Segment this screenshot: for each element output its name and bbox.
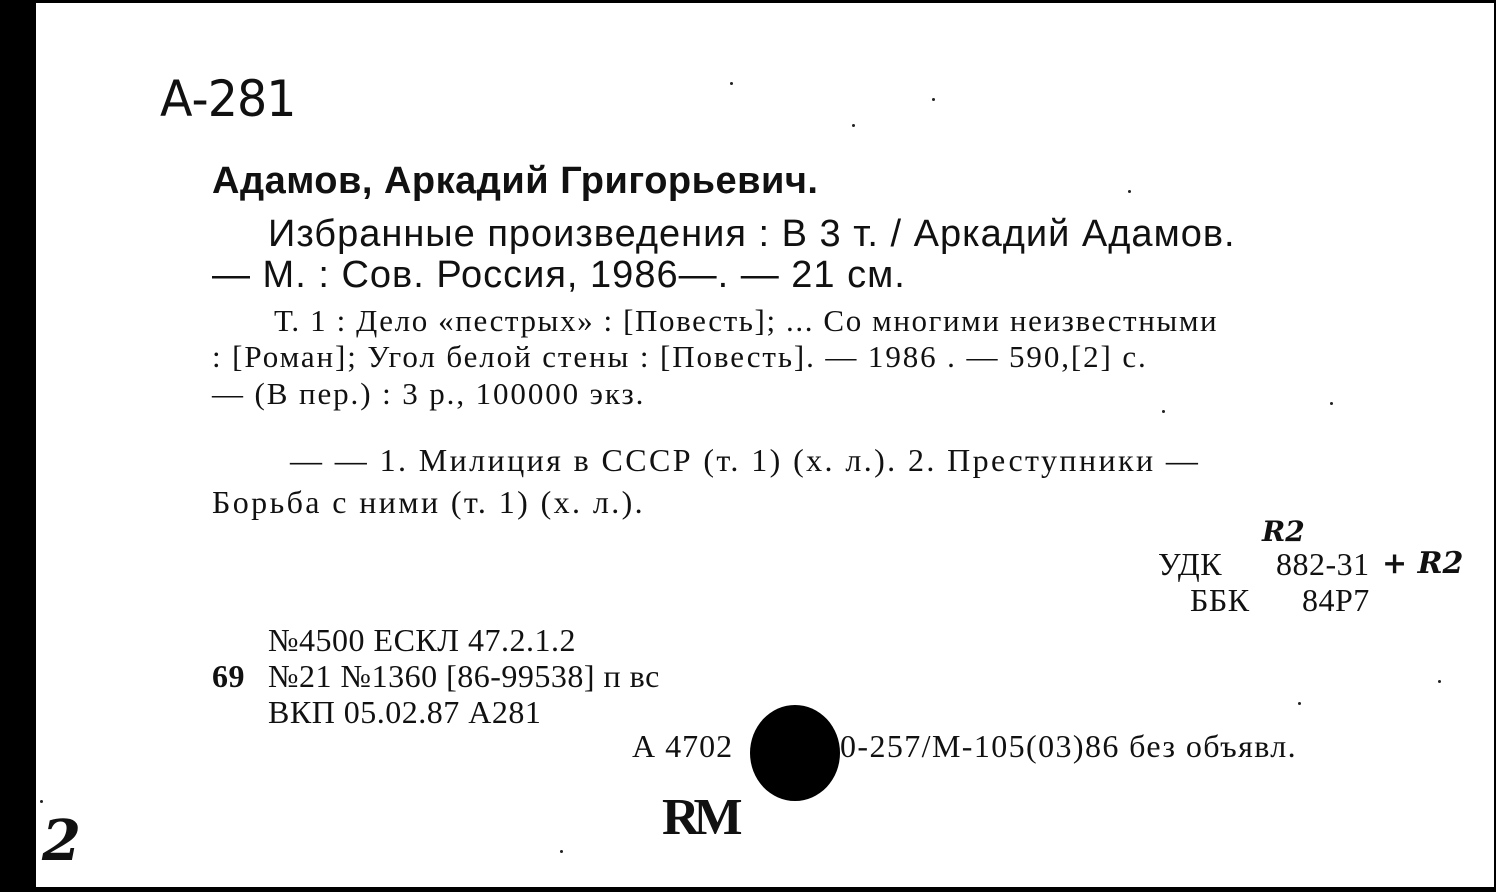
contents-line-3: — (В пер.) : 3 р., 100000 экз. <box>212 376 646 411</box>
subjects-line-1: — — 1. Милиция в СССР (т. 1) (х. л.). 2. Преступники — <box>290 442 1201 478</box>
isbn-part-b: 0-257/М-105(03)86 без объявл. <box>840 728 1298 764</box>
handwritten-note-udk-after: + R2 <box>1382 546 1464 581</box>
speck <box>1298 702 1301 705</box>
handwritten-numeral: 2 <box>42 808 81 874</box>
call-number: А-281 <box>160 70 296 128</box>
speck <box>40 800 43 803</box>
udk-value: 882-31 <box>1276 546 1370 582</box>
speck <box>932 98 935 101</box>
contents-line-2: : [Роман]; Угол белой стены : [Повесть]. — 1986 . — 590,[2] с. <box>212 339 1148 374</box>
speck <box>1330 402 1333 405</box>
registry-code-2: №21 №1360 [86-99538] п вс <box>268 658 660 694</box>
speck <box>852 124 855 127</box>
handwritten-note-udk: R2 <box>1262 515 1305 548</box>
speck <box>730 82 733 85</box>
registry-code-1: №4500 ЕСКЛ 47.2.1.2 <box>268 622 576 658</box>
speck <box>1162 410 1165 413</box>
subjects-line-2: Борьба с ними (т. 1) (х. л.). <box>212 484 646 520</box>
title-line-1: Избранные произведения : В 3 т. / Аркадий Адамов. <box>268 213 1236 255</box>
card-edge <box>1494 0 1502 892</box>
bbk-label: ББК <box>1190 582 1250 618</box>
author-heading: Адамов, Аркадий Григорьевич. <box>212 160 819 202</box>
udk-label: УДК <box>1158 546 1223 582</box>
speck <box>560 850 563 853</box>
bbk-value: 84Р7 <box>1302 582 1370 618</box>
stamp-rm: RM <box>662 789 737 846</box>
speck <box>1128 190 1131 193</box>
contents-line-1: Т. 1 : Дело «пестрых» : [Повесть]; ... Со многими неизвестными <box>274 303 1219 338</box>
speck <box>1438 680 1441 683</box>
registry-code-3: ВКП 05.02.87 А281 <box>268 694 542 730</box>
registry-code-prefix: 69 <box>212 658 245 694</box>
isbn-part-a: А 4702 <box>632 728 734 764</box>
ink-blot <box>750 705 840 801</box>
title-line-2: — М. : Сов. Россия, 1986—. — 21 см. <box>212 254 906 296</box>
